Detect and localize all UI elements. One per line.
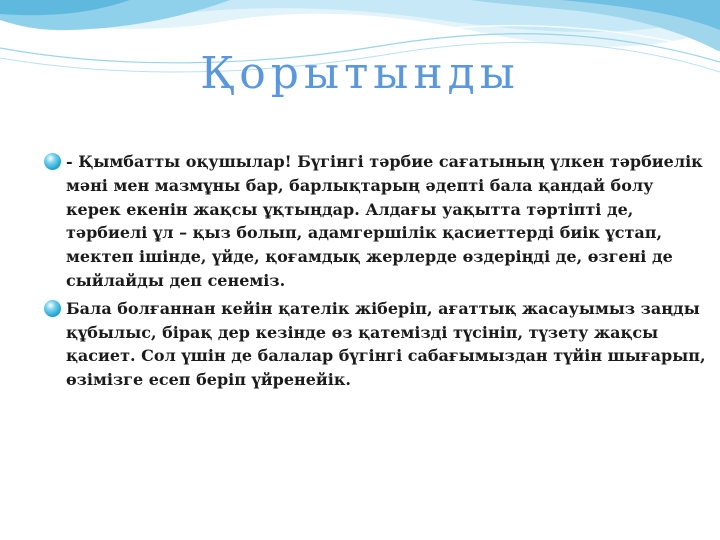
bullet-dot-icon xyxy=(44,153,61,170)
bullet-text: - Қымбатты оқушылар! Бүгінгі тәрбие сағатының үлкен тәрбиелік мәні мен мазмұны бар, барлықтарың әдепті бала қандай болу керек екенін жақсы ұқтыңдар. Алдағы уақытта тәртіпті де, тәрбиелі ұл – қыз болып, адамгершілік қасиеттерді биік ұстап, мектеп ішінде, үйде, қоғамдық жерлерде өздеріңді де, өзгені де сыйлайды деп сенеміз. xyxy=(66,152,703,290)
slide-title: Қорытынды xyxy=(200,48,520,99)
bullet-item xyxy=(44,150,708,293)
bullet-dot-icon xyxy=(44,300,61,317)
bullet-text: Бала болғаннан кейін қателік жіберіп, ағаттық жасауымыз заңды құбылыс, бірақ дер кезінде өз қатемізді түсініп, түзету жақсы қасиет. Сол үшін де балалар бүгінгі сабағымыздан түйін шығарып, өзімізге есеп беріп үйренейік. xyxy=(66,298,706,390)
bullet-list xyxy=(44,150,708,396)
bullet-item xyxy=(44,297,708,392)
